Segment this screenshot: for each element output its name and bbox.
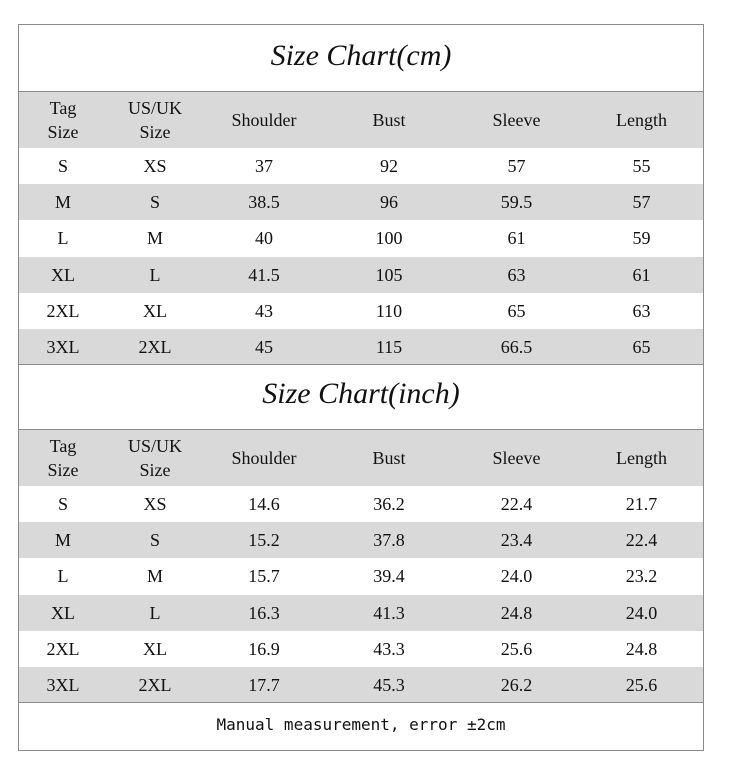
column-header: Length <box>616 110 667 130</box>
table-row <box>19 558 703 594</box>
table-cell: 57 <box>507 156 526 176</box>
table-row <box>19 257 703 293</box>
table-row <box>19 631 703 667</box>
divider <box>19 702 703 703</box>
table-cell: S <box>57 494 68 514</box>
table-cell: M <box>146 566 163 587</box>
table-cell: XS <box>143 156 167 176</box>
table-cell: 105 <box>375 264 403 285</box>
table-cell: 24.8 <box>625 638 658 659</box>
table-row <box>19 293 703 329</box>
column-header: Bust <box>372 110 406 130</box>
measurement-note: Manual measurement, error ±2cm <box>216 715 506 734</box>
table-row <box>19 184 703 220</box>
divider <box>19 364 703 365</box>
table-cell: 45 <box>255 337 273 357</box>
table-cell: 17.7 <box>248 675 280 695</box>
table-cell: S <box>149 192 160 213</box>
table-row <box>19 595 703 631</box>
table-cell: 63 <box>632 300 651 321</box>
table-cell: 36.2 <box>373 494 405 514</box>
table-cell: 100 <box>375 228 403 249</box>
column-header: Shoulder <box>231 448 297 468</box>
table-cell: S <box>149 530 160 551</box>
cm-chart-title: Size Chart(cm) <box>270 39 452 72</box>
table-cell: L <box>57 566 69 587</box>
table-cell: 15.2 <box>248 530 280 551</box>
table-cell: 92 <box>380 156 398 176</box>
table-cell: 41.5 <box>248 264 280 285</box>
table-cell: 15.7 <box>248 566 280 587</box>
table-cell: 24.0 <box>625 602 658 623</box>
table-cell: 2XL <box>46 300 80 321</box>
table-cell: 96 <box>380 192 398 213</box>
table-cell: L <box>149 602 161 623</box>
table-cell: 59.5 <box>500 192 533 213</box>
table-cell: 110 <box>375 300 403 321</box>
table-row <box>19 667 703 703</box>
table-cell: M <box>54 192 71 213</box>
table-cell: 3XL <box>46 675 80 695</box>
table-cell: 22.4 <box>625 530 658 551</box>
table-cell: 25.6 <box>625 675 658 695</box>
table-cell: 3XL <box>46 337 80 357</box>
table-cell: 37.8 <box>373 530 405 551</box>
table-cell: XL <box>51 602 75 623</box>
table-row <box>19 220 703 256</box>
column-header: Length <box>616 448 667 468</box>
table-cell: XL <box>143 300 167 321</box>
table-cell: 43.3 <box>373 638 405 659</box>
table-cell: S <box>57 156 68 176</box>
column-header: Bust <box>372 448 406 468</box>
table-cell: 59 <box>632 228 651 249</box>
column-header: Sleeve <box>492 110 541 130</box>
table-cell: 61 <box>632 264 651 285</box>
size-chart-frame <box>18 24 704 751</box>
table-cell: 40 <box>255 228 273 249</box>
table-cell: 14.6 <box>248 494 280 514</box>
table-cell: 21.7 <box>625 494 658 514</box>
table-cell: M <box>54 530 71 551</box>
table-cell: 45.3 <box>373 675 405 695</box>
table-cell: 2XL <box>138 337 172 357</box>
column-header: Shoulder <box>231 110 297 130</box>
column-header: Sleeve <box>492 448 541 468</box>
table-cell: 24.0 <box>500 566 533 587</box>
table-cell: 2XL <box>138 675 172 695</box>
inch-chart-title: Size Chart(inch) <box>262 377 460 410</box>
table-cell: 61 <box>507 228 526 249</box>
column-header: Tag Size <box>47 436 79 480</box>
table-cell: 65 <box>632 337 651 357</box>
column-header: Tag Size <box>47 98 79 142</box>
table-cell: L <box>149 264 161 285</box>
table-header-row <box>19 92 703 148</box>
table-row <box>19 486 703 522</box>
table-row <box>19 522 703 558</box>
table-row <box>19 329 703 365</box>
table-cell: 66.5 <box>500 337 533 357</box>
table-cell: 39.4 <box>373 566 405 587</box>
table-cell: 41.3 <box>373 602 405 623</box>
table-cell: 24.8 <box>500 602 533 623</box>
table-cell: 38.5 <box>248 192 280 213</box>
table-cell: 63 <box>507 264 526 285</box>
table-header-row <box>19 430 703 486</box>
table-cell: XL <box>51 264 75 285</box>
table-cell: 22.4 <box>500 494 533 514</box>
table-cell: 26.2 <box>500 675 533 695</box>
table-cell: 23.4 <box>500 530 533 551</box>
table-cell: L <box>57 228 69 249</box>
table-cell: 23.2 <box>625 566 658 587</box>
table-cell: XL <box>143 638 167 659</box>
column-header: US/UK Size <box>127 98 182 142</box>
column-header: US/UK Size <box>127 436 182 480</box>
table-cell: 2XL <box>46 638 80 659</box>
table-cell: 115 <box>375 337 403 357</box>
table-cell: 37 <box>255 156 273 176</box>
table-cell: XS <box>143 494 167 514</box>
table-cell: 55 <box>632 156 651 176</box>
table-cell: 16.3 <box>248 602 280 623</box>
table-cell: 43 <box>255 300 273 321</box>
table-cell: M <box>146 228 163 249</box>
table-cell: 57 <box>632 192 651 213</box>
table-cell: 16.9 <box>248 638 280 659</box>
table-cell: 25.6 <box>500 638 533 659</box>
table-cell: 65 <box>507 300 526 321</box>
table-row <box>19 148 703 184</box>
